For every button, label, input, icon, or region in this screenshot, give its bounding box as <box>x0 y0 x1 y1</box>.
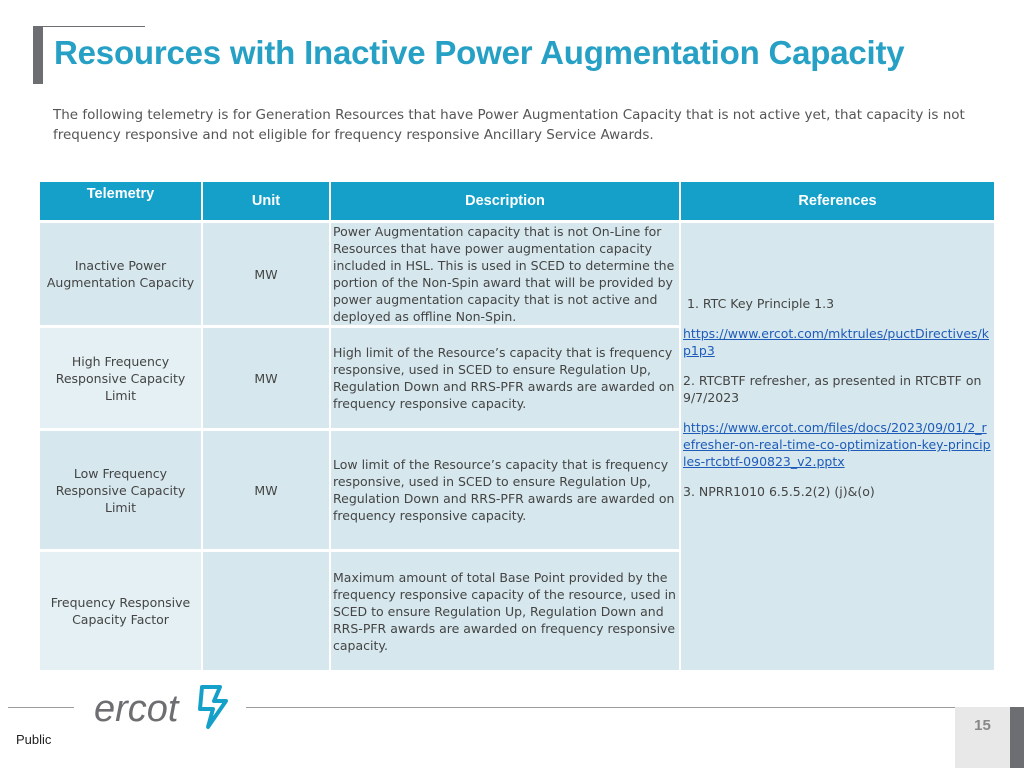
page-title: Resources with Inactive Power Augmentation Capacity <box>54 34 905 71</box>
title-accent-line <box>43 26 145 27</box>
reference-1-link[interactable]: https://www.ercot.com/mktrules/puctDirectives/kp1p3 <box>683 326 990 358</box>
description-cell: Power Augmentation capacity that is not On-Line for Resources that have power augmentation capacity included in HSL. This is used in SCED to determine the portion of the Non-Spin award that will be provided by power augmentation capacity that is not active and deployed as offline Non-Spin. <box>331 223 679 325</box>
ercot-logo-text: ercot <box>94 688 179 730</box>
telemetry-cell: Inactive Power Augmentation Capacity <box>40 223 201 325</box>
page-number: 15 <box>974 717 991 734</box>
footer-divider-right <box>246 707 955 708</box>
ercot-logo <box>94 679 230 735</box>
telemetry-cell: High Frequency Responsive Capacity Limit <box>40 328 201 428</box>
table-row <box>40 223 994 325</box>
references-cell <box>681 223 994 670</box>
header-unit: Unit <box>203 182 329 220</box>
page-number-box <box>955 707 1024 768</box>
unit-cell: MW <box>203 431 329 549</box>
classification-label: Public <box>16 732 52 747</box>
header-description: Description <box>331 182 679 220</box>
reference-2-link[interactable]: https://www.ercot.com/files/docs/2023/09/01/2_refresher-on-real-time-co-optimization-key-principles-rtcbtf-090823_v2.pptx <box>683 420 991 469</box>
unit-cell <box>203 552 329 670</box>
description-cell: High limit of the Resource’s capacity that is frequency responsive, used in SCED to ensure Regulation Up, Regulation Down and RRS-PFR awards are awarded on frequency responsive capacity. <box>331 328 679 428</box>
description-cell: Low limit of the Resource’s capacity that is frequency responsive, used in SCED to ensure Regulation Up, Regulation Down and RRS-PFR awards are awarded on frequency responsive capacity. <box>331 431 679 549</box>
telemetry-table <box>38 179 996 673</box>
unit-cell: MW <box>203 328 329 428</box>
telemetry-cell: Frequency Responsive Capacity Factor <box>40 552 201 670</box>
intro-paragraph: The following telemetry is for Generation Resources that have Power Augmentation Capacity that is not active yet, that capacity is not frequency responsive and not eligible for frequency responsive Ancillary Service Awards. <box>53 107 965 143</box>
title-accent-bar <box>33 26 43 84</box>
header-telemetry: Telemetry <box>40 182 201 220</box>
description-cell: Maximum amount of total Base Point provided by the frequency responsive capacity of the resource, used in SCED to ensure Regulation Up, Regulation Down and RRS-PFR awards are awarded on frequency responsive capacity. <box>331 552 679 670</box>
telemetry-cell: Low Frequency Responsive Capacity Limit <box>40 431 201 549</box>
unit-cell: MW <box>203 223 329 325</box>
reference-1-text: 1. RTC Key Principle 1.3 <box>687 296 835 311</box>
header-references: References <box>681 182 994 220</box>
reference-2-text: 2. RTCBTF refresher, as presented in RTCBTF on 9/7/2023 <box>683 373 982 405</box>
reference-3-text: 3. NPRR1010 6.5.5.2(2) (j)&(o) <box>683 484 875 499</box>
ercot-logo-mark-icon <box>200 687 226 727</box>
footer-divider-left <box>8 707 74 708</box>
